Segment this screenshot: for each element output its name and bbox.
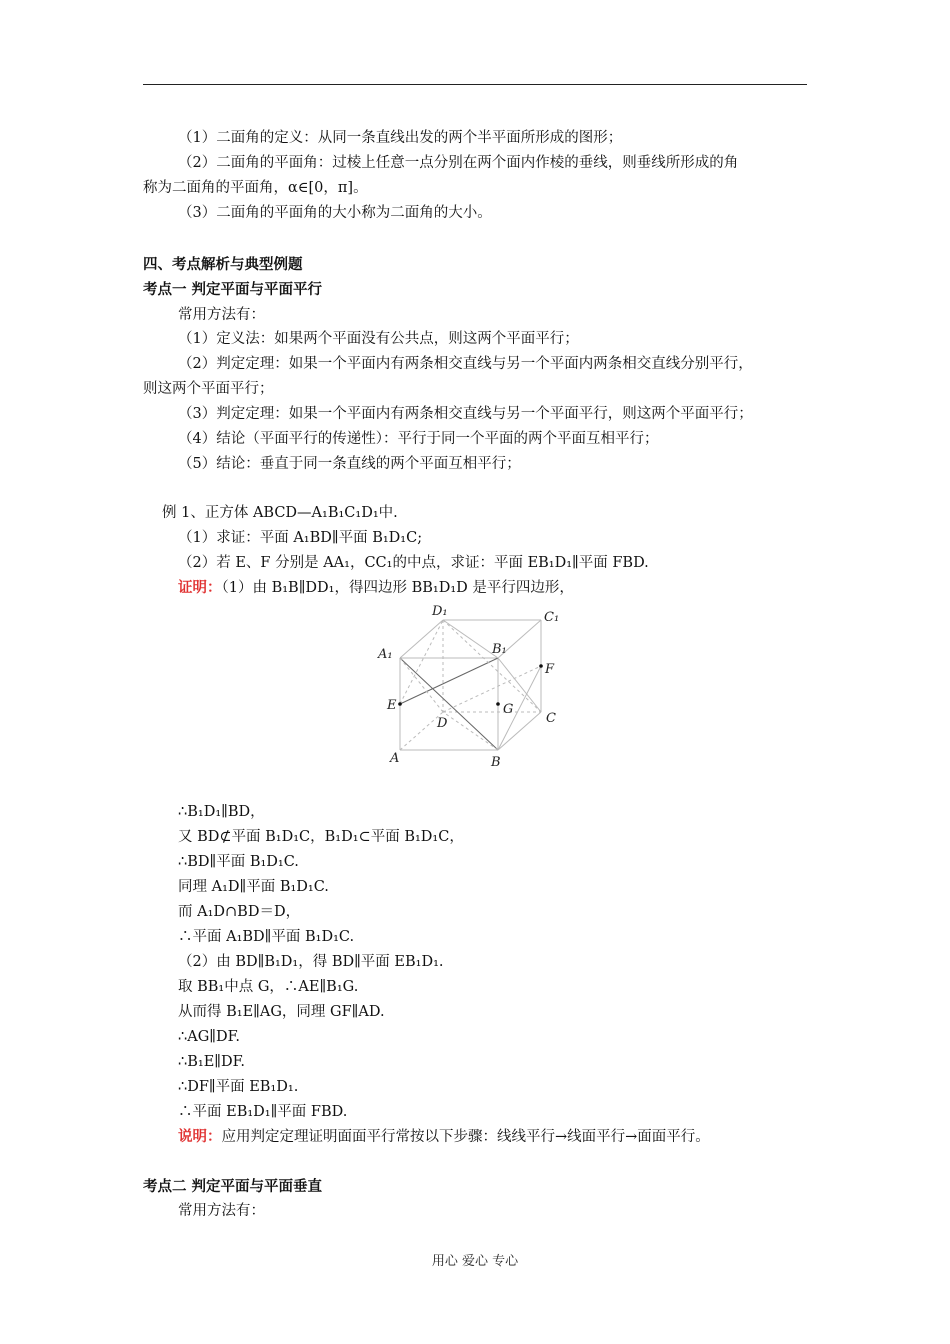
edge-a1-d1 (400, 620, 443, 658)
method-5: （5）结论：垂直于同一条直线的两个平面互相平行； (178, 456, 521, 472)
diag-b-d (443, 712, 498, 750)
header-rule (143, 84, 807, 85)
label-d1: D₁ (432, 604, 448, 619)
method-2-cont: 则这两个平面平行； (143, 381, 274, 397)
proof-line: ∴DF∥平面 EB₁D₁. (178, 1079, 299, 1095)
diag-d1-c (443, 620, 541, 712)
label-g: G (503, 702, 514, 717)
dihedral-definition: （1）二面角的定义：从同一条直线出发的两个半平面所形成的图形； (178, 130, 623, 146)
proof-line: ∴B₁E∥DF. (178, 1054, 246, 1070)
label-f: F (545, 662, 555, 677)
cube-figure (370, 598, 570, 778)
diag-a1-d (400, 658, 443, 712)
label-d: D (437, 716, 448, 731)
label-b1: B₁ (492, 642, 507, 657)
proof-line: 又 BD⊄平面 B₁D₁C，B₁D₁⊂平面 B₁D₁C， (178, 829, 464, 845)
note-label: 说明： (178, 1128, 222, 1145)
point-f (539, 664, 543, 668)
section-title: 四、考点解析与典型例题 (143, 256, 303, 273)
diag-a1-b (400, 658, 498, 750)
note (178, 1127, 710, 1147)
edge-b-c (498, 712, 541, 750)
example-question-1: （1）求证：平面 A₁BD∥平面 B₁D₁C; (178, 530, 423, 546)
proof-line: ∴AG∥DF. (178, 1029, 241, 1045)
method-2: （2）判定定理：如果一个平面内有两条相交直线与另一个平面内两条相交直线分别平行， (178, 356, 753, 372)
method-4: （4）结论（平面平行的传递性）：平行于同一个平面的两个平面互相平行； (178, 431, 659, 447)
proof-line: ∴平面 A₁BD∥平面 B₁D₁C. (178, 929, 355, 945)
proof-line: 从而得 B₁E∥AG，同理 GF∥AD. (178, 1004, 385, 1020)
method-1: （1）定义法：如果两个平面没有公共点，则这两个平面平行； (178, 331, 579, 347)
diag-e-d1 (400, 620, 443, 704)
method-3: （3）判定定理：如果一个平面内有两条相交直线与另一个平面平行，则这两个平面平行； (178, 406, 753, 422)
dihedral-size: （3）二面角的平面角的大小称为二面角的大小。 (178, 205, 492, 221)
proof-line: （2）由 BD∥B₁D₁，得 BD∥平面 EB₁D₁. (178, 954, 444, 970)
label-b: B (491, 755, 501, 770)
note-text: 应用判定定理证明面面平行常按以下步骤：线线平行→线面平行→面面平行。 (221, 1129, 710, 1145)
proof-line: ∴平面 EB₁D₁∥平面 FBD. (178, 1104, 348, 1120)
dihedral-plane-angle: （2）二面角的平面角：过棱上任意一点分别在两个面内作棱的垂线，则垂线所形成的角 (178, 155, 739, 171)
proof-line: ∴B₁D₁∥BD， (178, 804, 265, 820)
label-c1: C₁ (544, 610, 560, 625)
diag-d1-b1 (443, 620, 498, 658)
topic-two-title: 考点二 判定平面与平面垂直 (143, 1178, 323, 1195)
page-footer: 用心 爱心 专心 (431, 1254, 519, 1269)
methods-heading: 常用方法有： (178, 307, 265, 323)
dihedral-plane-angle-cont: 称为二面角的平面角，α∈[0，π]。 (143, 180, 368, 196)
label-a1: A₁ (378, 647, 393, 662)
diag-d-f (443, 666, 541, 712)
proof-intro (178, 578, 574, 598)
topic-two-methods: 常用方法有： (178, 1203, 265, 1219)
proof-label: 证明： (178, 579, 222, 596)
topic-one-title: 考点一 判定平面与平面平行 (143, 281, 323, 298)
label-a: A (390, 751, 400, 766)
example-question-2: （2）若 E、F 分别是 AA₁，CC₁的中点，求证：平面 EB₁D₁∥平面 FBD. (178, 555, 649, 571)
point-e (398, 702, 402, 706)
label-c: C (546, 711, 556, 726)
diag-e-b1 (400, 658, 498, 704)
proof-line: ∴BD∥平面 B₁D₁C. (178, 854, 299, 870)
example-title: 例 1、正方体 ABCD—A₁B₁C₁D₁中. (162, 505, 398, 521)
proof-line: 而 A₁D∩BD＝D， (178, 904, 301, 920)
point-g (496, 702, 500, 706)
proof-line: 取 BB₁中点 G，∴AE∥B₁G. (178, 979, 359, 995)
proof-first-line: （1）由 B₁B∥DD₁，得四边形 BB₁D₁D 是平行四边形， (221, 580, 574, 596)
proof-line: 同理 A₁D∥平面 B₁D₁C. (178, 879, 329, 895)
label-e: E (387, 698, 397, 713)
